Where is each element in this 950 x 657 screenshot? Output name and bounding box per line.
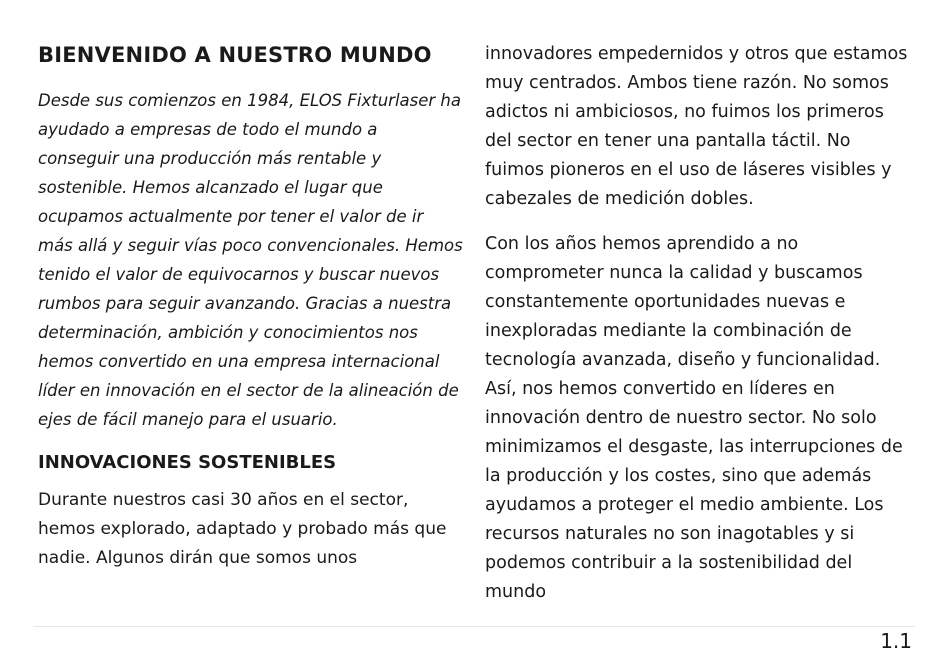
body-paragraph-left: Durante nuestros casi 30 años en el sector, hemos explorado, adaptado y probado más que nadie. Algunos dirán que somos unos	[38, 490, 447, 568]
page-number: 1.1	[880, 629, 912, 653]
body-paragraph-right-1: innovadores empedernidos y otros que estamos muy centrados. Ambos tiene razón. No somos adictos ni ambiciosos, no fuimos los primeros del sector en tener una pantalla táctil. No fuimos pioneros en el uso de láseres visibles y cabezales de medición dobles.	[485, 44, 908, 209]
section-heading-sustainable: INNOVACIONES SOSTENIBLES	[38, 452, 337, 473]
body-paragraph-right-2: Con los años hemos aprendido a no comprometer nunca la calidad y buscamos constantemente oportunidades nuevas e inexploradas mediante la combinación de tecnología avanzada, diseño y funcionalidad. Así, nos hemos convertido en líderes en innovación dentro de nuestro sector. No solo minimizamos el desgaste, las interrupciones de la producción y los costes, sino que además ayudamos a proteger el medio ambiente. Los recursos naturales no son inagotables y si podemos contribuir a la sostenibilidad del mundo	[485, 234, 903, 602]
right-column	[485, 40, 915, 607]
left-column	[38, 38, 463, 573]
footer-divider	[33, 626, 915, 627]
section-heading-welcome: BIENVENIDO A NUESTRO MUNDO	[38, 43, 432, 67]
intro-paragraph: Desde sus comienzos en 1984, ELOS Fixturlaser ha ayudado a empresas de todo el mundo a conseguir una producción más rentable y sostenible. Hemos alcanzado el lugar que ocupamos actualmente por tener el valor de ir más allá y seguir vías poco convencionales. Hemos tenido el valor de equivocarnos y buscar nuevos rumbos para seguir avanzando. Gracias a nuestra determinación, ambición y conocimientos nos hemos convertido en una empresa internacional líder en innovación en el sector de la alineación de ejes de fácil manejo para el usuario.	[38, 91, 463, 429]
